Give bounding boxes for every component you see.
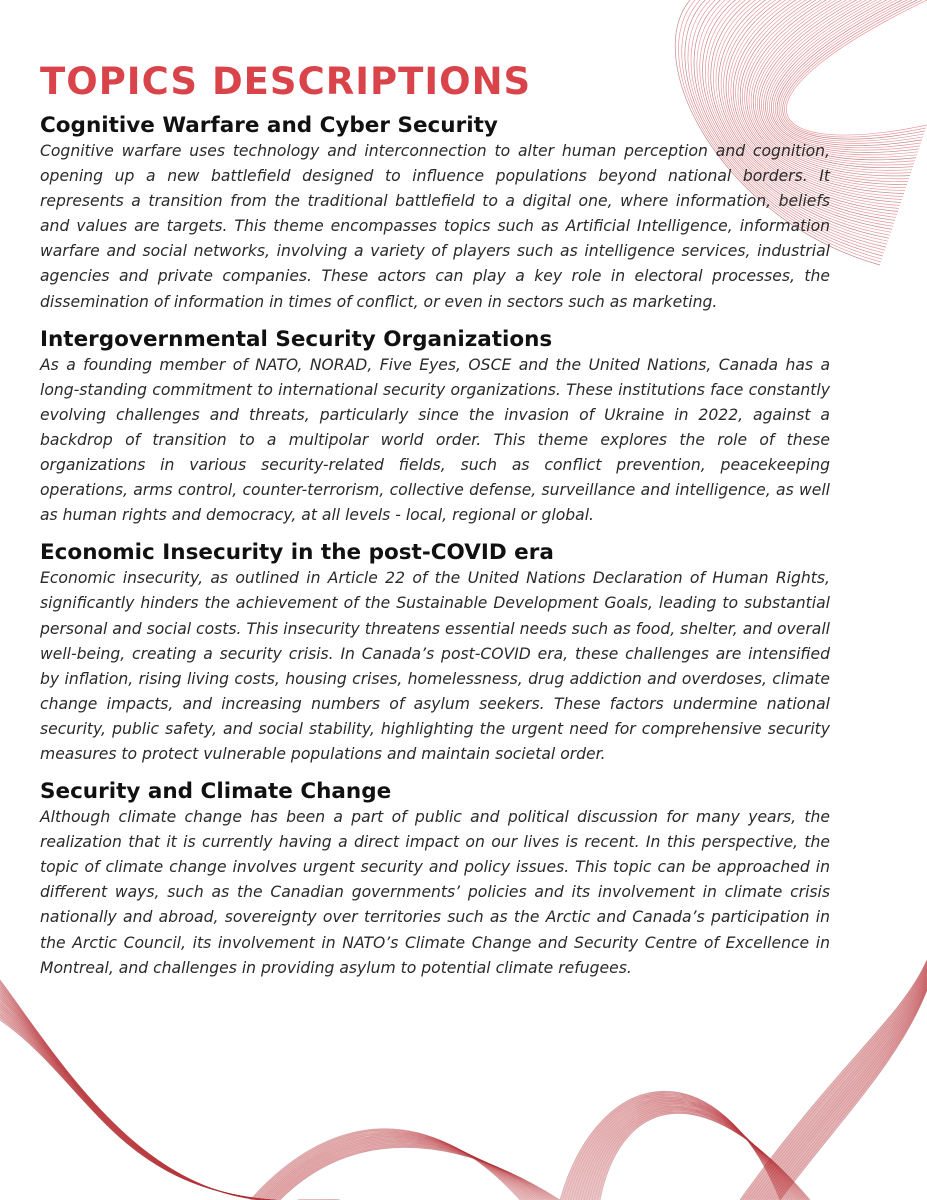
wave-line [0, 1008, 328, 1200]
wave-line [0, 984, 304, 1200]
wave-line [0, 986, 306, 1200]
wave-line [0, 991, 311, 1200]
document-content [40, 58, 830, 992]
wave-line [0, 1000, 320, 1200]
section-heading: Security and Climate Change [40, 779, 392, 805]
topic-section-intergovernmental-organizations [40, 326, 830, 529]
wave-line [0, 998, 318, 1200]
section-body: Economic insecurity, as outlined in Article 22 of the United Nations Declaration of Human Rights, significantly hinders the achievement of the Sustainable Development Goals, leading to substantial personal and social costs. This insecurity threatens essential needs such as food, shelter, and overall well-being, creating a security crisis. In Canada’s post-COVID era, these challenges are intensified by inflation, rising living costs, housing crises, homelessness, drug addiction and overdoses, climate change impacts, and increasing numbers of asylum seekers. These factors undermine national security, public safety, and social stability, highlighting the urgent need for comprehensive security measures to protect vulnerable populations and maintain societal order. [40, 569, 830, 763]
wave-line [0, 997, 317, 1200]
wave-line [0, 981, 301, 1200]
wave-line [0, 999, 319, 1200]
wave-line [0, 1000, 320, 1200]
wave-line [0, 980, 300, 1200]
wave-line [0, 993, 313, 1200]
topic-section-climate-change [40, 778, 830, 981]
section-heading: Cognitive Warfare and Cyber Security [40, 113, 498, 138]
section-heading: Economic Insecurity in the post-COVID era [40, 540, 554, 566]
section-heading: Intergovernmental Security Organizations [40, 326, 553, 352]
wave-line [0, 1002, 322, 1200]
wave-line [0, 983, 303, 1200]
wave-line [0, 982, 302, 1200]
bottom-wave-lines-decoration [0, 960, 927, 1200]
wave-line [0, 987, 307, 1200]
wave-line [0, 984, 304, 1200]
wave-line [0, 988, 308, 1200]
section-body: Although climate change has been a part of public and political discussion for many years, the realization that it is currently having a direct impact on our lives is recent. In this perspective, the topic of climate change involves urgent security and policy issues. This topic can be approached in different ways, such as the Canadian governments’ policies and its involvement in climate crisis nationally and abroad, sovereignty over territories such as the Arctic and Canada’s participation in the Arctic Council, its involvement in NATO’s Climate Change and Security Centre of Excellence in Montreal, and challenges in providing asylum to potential climate refugees. [40, 808, 830, 977]
wave-line [0, 992, 312, 1200]
section-body: As a founding member of NATO, NORAD, Five Eyes, OSCE and the United Nations, Canada has a long-standing commitment to international security organizations. These institutions face constantly evolving challenges and threats, particularly since the invasion of Ukraine in 2022, against a backdrop of transition to a multipolar world order. This theme explores the role of these organizations in various security-related fields, such as conflict prevention, peacekeeping operations, arms control, counter-terrorism, collective defense, surveillance and intelligence, as well as human rights and democracy, at all levels - local, regional or global. [40, 355, 830, 525]
wave-line [0, 995, 315, 1200]
wave-line [0, 1007, 327, 1200]
page-title: TOPICS DESCRIPTIONS [40, 60, 532, 103]
topic-section-economic-insecurity [40, 539, 830, 767]
wave-line [0, 985, 305, 1200]
wave-line [0, 992, 312, 1200]
wave-line [0, 1005, 325, 1200]
section-body: Cognitive warfare uses technology and interconnection to alter human perception and cognition, opening up a new battlefield designed to influence populations beyond national borders. It represents a transition from the traditional battlefield to a digital one, where information, beliefs and values are targets. This theme encompasses topics such as Artificial Intelligence, information warfare and social networks, involving a variety of players such as intelligence services, industrial agencies and private companies. These actors can play a key role in electoral processes, the dissemination of information in times of conflict, or even in sectors such as marketing. [40, 142, 830, 311]
wave-line [0, 1001, 321, 1200]
wave-line [0, 1006, 326, 1200]
wave-line [0, 994, 314, 1200]
topic-section-cognitive-warfare [40, 112, 830, 315]
wave-line [0, 996, 316, 1200]
wave-line [0, 990, 310, 1200]
wave-line [0, 1003, 323, 1200]
wave-line [0, 989, 309, 1200]
wave-line [0, 1004, 324, 1200]
